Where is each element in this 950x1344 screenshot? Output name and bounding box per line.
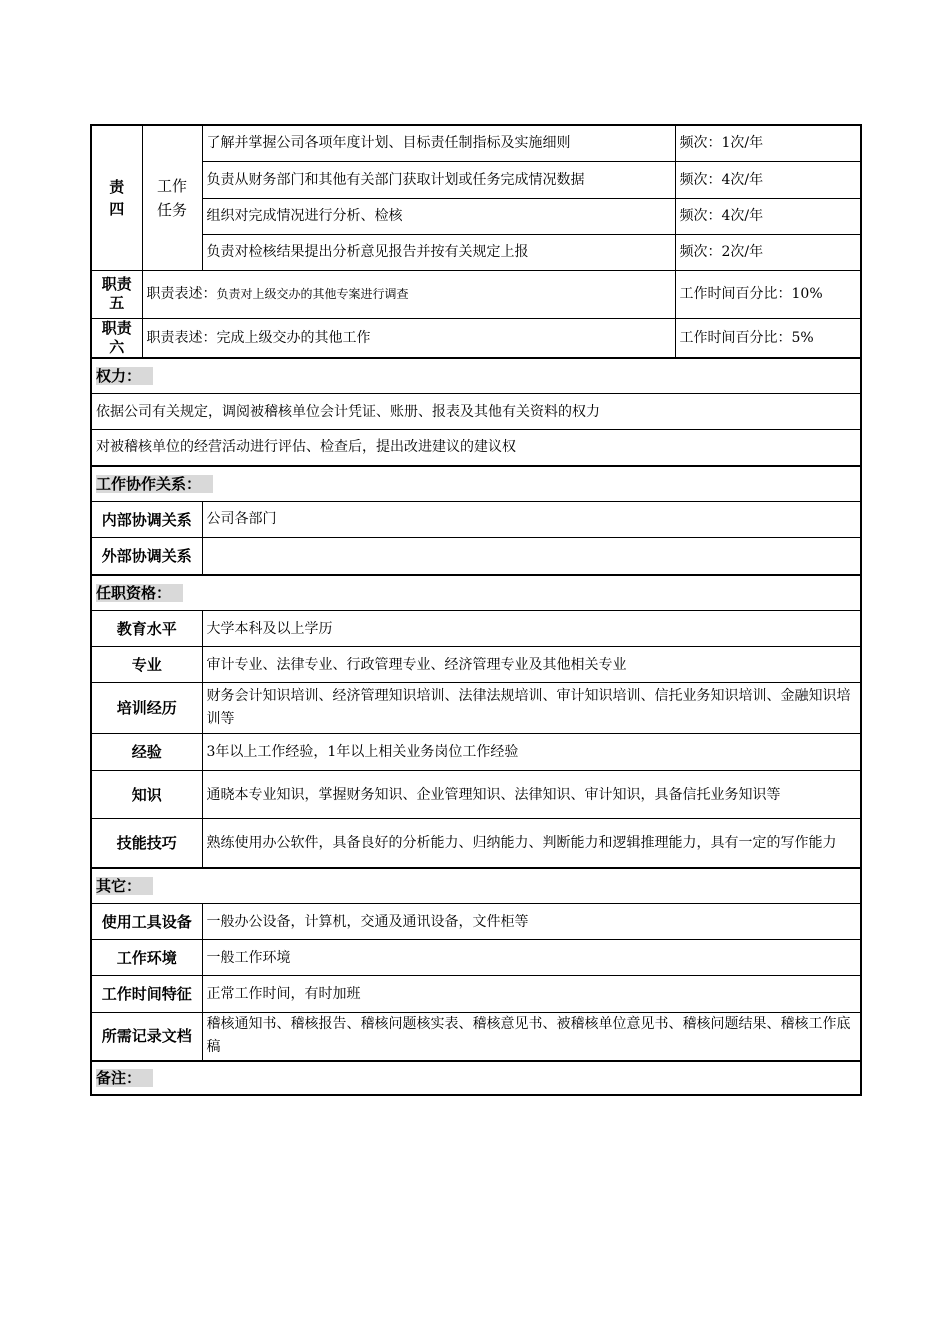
internal-coordination-value: 公司各部门 xyxy=(202,502,861,538)
duty4-task-text: 了解并掌握公司各项年度计划、目标责任制指标及实施细则 xyxy=(202,125,675,161)
other-value: 正常工作时间，有时加班 xyxy=(202,976,861,1013)
qualification-label: 教育水平 xyxy=(91,611,202,647)
duty4-task-text: 组织对完成情况进行分析、检核 xyxy=(202,198,675,234)
qualification-label: 专业 xyxy=(91,647,202,683)
other-label: 所需记录文档 xyxy=(91,1013,202,1061)
cooperation-header-text: 工作协作关系： xyxy=(96,475,213,493)
qualification-header-row xyxy=(91,575,861,611)
qualification-label: 知识 xyxy=(91,771,202,819)
duty4-task-text: 负责从财务部门和其他有关部门获取计划或任务完成情况数据 xyxy=(202,161,675,198)
duty4-task-row xyxy=(91,161,861,198)
external-coordination-label: 外部协调关系 xyxy=(91,538,202,575)
other-row xyxy=(91,904,861,940)
duty5-row xyxy=(91,270,861,318)
duty4-task-row xyxy=(91,234,861,270)
qualification-header xyxy=(91,575,861,611)
qualification-value: 大学本科及以上学历 xyxy=(202,611,861,647)
authority-item: 对被稽核单位的经营活动进行评估、检查后，提出改进建议的建议权 xyxy=(91,430,861,466)
duty4-task-row xyxy=(91,125,861,161)
other-value: 一般办公设备，计算机，交通及通讯设备，文件柜等 xyxy=(202,904,861,940)
duty5-percent: 工作时间百分比：10% xyxy=(675,270,861,318)
duty6-description xyxy=(142,318,675,358)
authority-item-row xyxy=(91,430,861,466)
internal-coordination-row xyxy=(91,502,861,538)
remarks-header xyxy=(91,1061,861,1095)
other-row xyxy=(91,940,861,976)
other-row xyxy=(91,1013,861,1061)
duty4-task-row xyxy=(91,198,861,234)
other-header xyxy=(91,868,861,904)
duty4-task-freq: 频次：4次/年 xyxy=(675,161,861,198)
external-coordination-row xyxy=(91,538,861,575)
qualification-label: 经验 xyxy=(91,734,202,771)
other-label: 工作环境 xyxy=(91,940,202,976)
qualification-label: 培训经历 xyxy=(91,683,202,734)
remarks-row xyxy=(91,1061,861,1095)
qualification-header-text: 任职资格： xyxy=(96,584,183,602)
authority-item: 依据公司有关规定，调阅被稽核单位会计凭证、账册、报表及其他有关资料的权力 xyxy=(91,394,861,430)
duty4-task-freq: 频次：4次/年 xyxy=(675,198,861,234)
qualification-row xyxy=(91,611,861,647)
duty5-desc-text: 负责对上级交办的其他专案进行调查 xyxy=(216,287,409,301)
duty4-task-freq: 频次：1次/年 xyxy=(675,125,861,161)
qualification-value: 3年以上工作经验，1年以上相关业务岗位工作经验 xyxy=(202,734,861,771)
duty5-title: 职责 五 xyxy=(91,270,142,318)
other-label: 工作时间特征 xyxy=(91,976,202,1013)
duty6-title: 职责 六 xyxy=(91,318,142,358)
other-value: 一般工作环境 xyxy=(202,940,861,976)
qualification-value: 审计专业、法律专业、行政管理专业、经济管理专业及其他相关专业 xyxy=(202,647,861,683)
other-header-row xyxy=(91,868,861,904)
duty6-desc-label: 职责表述： xyxy=(146,329,217,346)
qualification-value: 通晓本专业知识，掌握财务知识、企业管理知识、法律知识、审计知识，具备信托业务知识等 xyxy=(202,771,861,819)
duty4-task-label: 工作 任务 xyxy=(142,125,202,270)
other-value: 稽核通知书、稽核报告、稽核问题核实表、稽核意见书、被稽核单位意见书、稽核问题结果、稽核工作底稿 xyxy=(202,1013,861,1061)
duty5-description xyxy=(142,270,675,318)
duty6-desc-text: 完成上级交办的其他工作 xyxy=(216,329,371,346)
remarks-header-text: 备注： xyxy=(96,1069,153,1087)
duty4-task-text: 负责对检核结果提出分析意见报告并按有关规定上报 xyxy=(202,234,675,270)
duty6-row xyxy=(91,318,861,358)
job-description-sheet xyxy=(90,124,860,1096)
qualification-row xyxy=(91,771,861,819)
duty4-title: 责 四 xyxy=(91,125,142,270)
authority-header-row xyxy=(91,358,861,394)
qualification-row xyxy=(91,819,861,868)
internal-coordination-label: 内部协调关系 xyxy=(91,502,202,538)
authority-header-text: 权力： xyxy=(96,367,153,385)
other-header-text: 其它： xyxy=(96,877,153,895)
cooperation-header xyxy=(91,466,861,502)
qualification-row xyxy=(91,647,861,683)
external-coordination-value xyxy=(202,538,861,575)
duty4-task-freq: 频次：2次/年 xyxy=(675,234,861,270)
qualification-value: 财务会计知识培训、经济管理知识培训、法律法规培训、审计知识培训、信托业务知识培训、金融知识培训等 xyxy=(202,683,861,734)
job-description-table xyxy=(90,124,862,1096)
qualification-row xyxy=(91,734,861,771)
duty5-desc-label: 职责表述： xyxy=(146,286,217,302)
other-row xyxy=(91,976,861,1013)
other-label: 使用工具设备 xyxy=(91,904,202,940)
authority-item-row xyxy=(91,394,861,430)
authority-header xyxy=(91,358,861,394)
qualification-label: 技能技巧 xyxy=(91,819,202,868)
duty6-percent: 工作时间百分比：5% xyxy=(675,318,861,358)
cooperation-header-row xyxy=(91,466,861,502)
qualification-row xyxy=(91,683,861,734)
qualification-value: 熟练使用办公软件，具备良好的分析能力、归纳能力、判断能力和逻辑推理能力，具有一定的写作能力 xyxy=(202,819,861,868)
